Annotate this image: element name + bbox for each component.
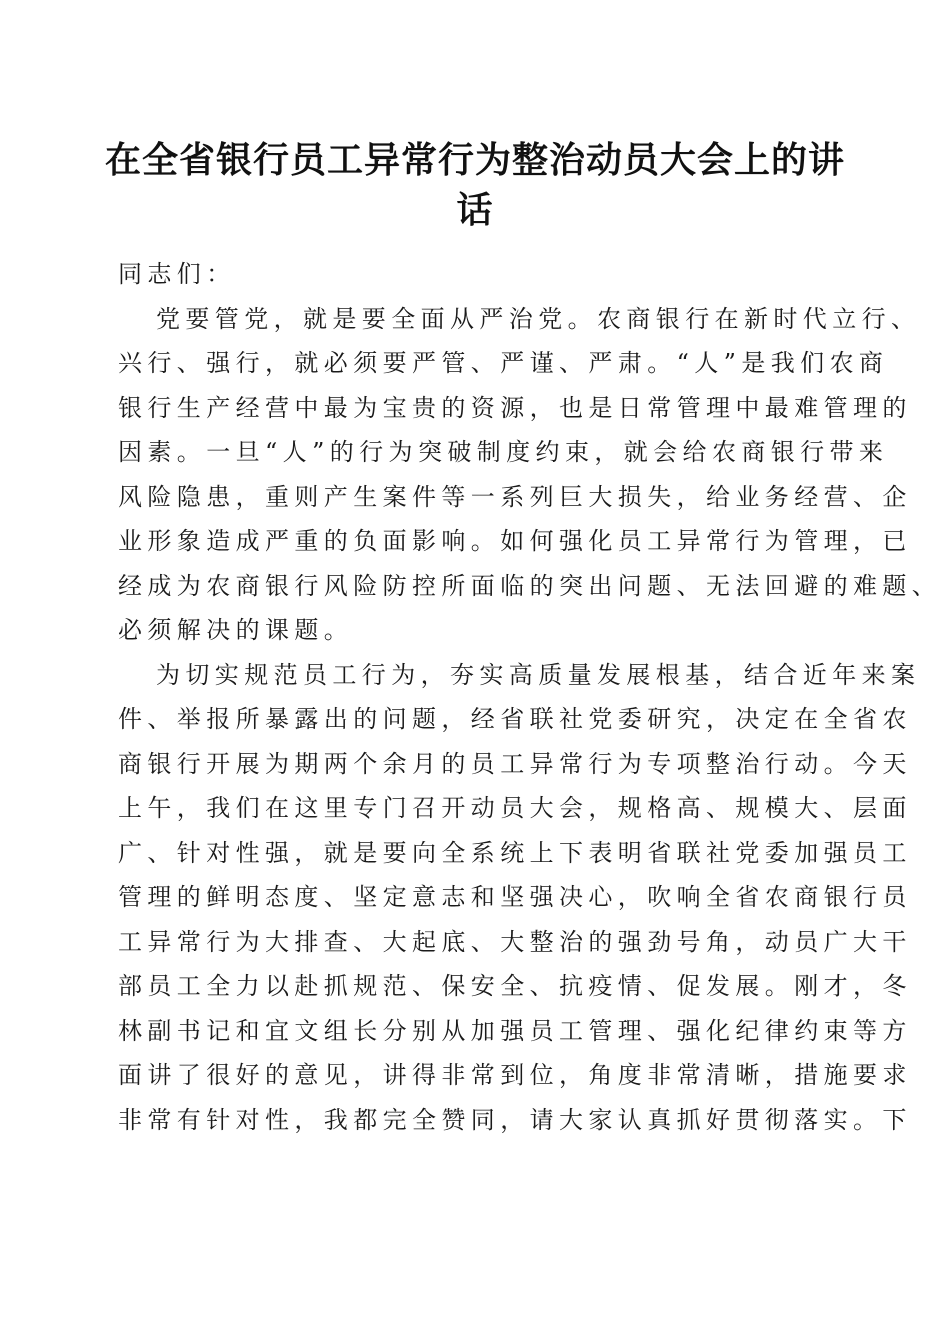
- paragraph-line: 件、举报所暴露出的问题，经省联社党委研究，决定在全省农: [118, 705, 912, 733]
- paragraph-line: 工异常行为大排查、大起底、大整治的强劲号角，动员广大干: [118, 927, 912, 956]
- paragraph-line: 银行生产经营中最为宝贵的资源，也是日常管理中最难管理的: [118, 393, 912, 422]
- paragraph-line: 商银行开展为期两个余月的员工异常行为专项整治行动。今天: [118, 749, 912, 778]
- paragraph-2: [118, 653, 921, 1143]
- paragraph-line: 因素。一旦“人”的行为突破制度约束，就会给农商银行带来: [118, 438, 889, 466]
- paragraph-line: 为切实规范员工行为，夯实高质量发展根基，结合近年来案: [156, 660, 921, 689]
- paragraph-line: 必须解决的课题。: [118, 616, 354, 644]
- title-line-2: 话: [456, 189, 494, 231]
- salutation: 同志们：: [118, 260, 236, 288]
- paragraph-line: 面讲了很好的意见，讲得非常到位，角度非常清晰，措施要求: [118, 1061, 912, 1089]
- document-title: [100, 135, 850, 235]
- paragraph-line: 广、针对性强，就是要向全系统上下表明省联社党委加强员工: [118, 838, 912, 867]
- paragraph-line: 经成为农商银行风险防控所面临的突出问题、无法回避的难题、: [118, 571, 942, 600]
- paragraph-line: 上午，我们在这里专门召开动员大会，规格高、规模大、层面: [118, 794, 912, 822]
- title-line-1: 在全省银行员工异常行为整治动员大会上的讲: [104, 139, 845, 181]
- paragraph-line: 兴行、强行，就必须要严管、严谨、严肃。“人”是我们农商: [118, 349, 889, 377]
- paragraph-line: 管理的鲜明态度、坚定意志和坚强决心，吹响全省农商银行员: [118, 883, 912, 911]
- paragraph-line: 部员工全力以赴抓规范、保安全、抗疫情、促发展。刚才，冬: [118, 972, 912, 1000]
- document-body: [118, 252, 942, 1142]
- paragraph-line: 党要管党，就是要全面从严治党。农商银行在新时代立行、: [156, 304, 921, 333]
- paragraph-line: 风险隐患，重则产生案件等一系列巨大损失，给业务经营、企: [118, 482, 912, 511]
- paragraph-line: 林副书记和宜文组长分别从加强员工管理、强化纪律约束等方: [118, 1016, 912, 1045]
- paragraph-line: 业形象造成严重的负面影响。如何强化员工异常行为管理，已: [118, 527, 912, 555]
- paragraph-1: [118, 297, 942, 653]
- paragraph-line: 非常有针对性，我都完全赞同，请大家认真抓好贯彻落实。下: [118, 1105, 912, 1134]
